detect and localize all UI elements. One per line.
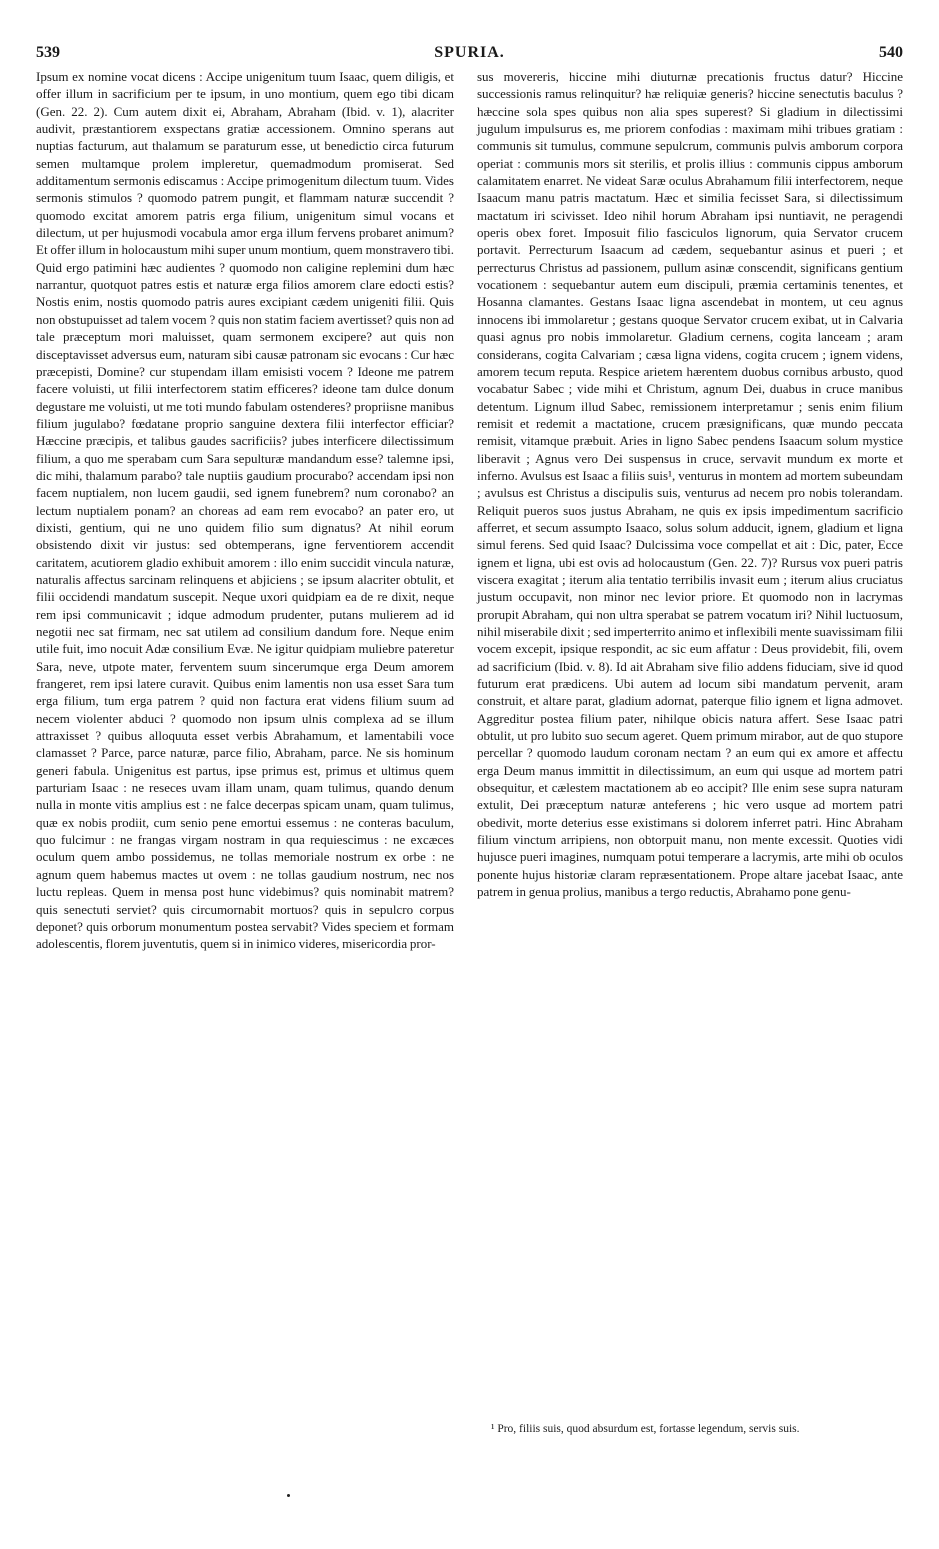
print-mark	[287, 1494, 290, 1497]
left-column	[36, 68, 454, 953]
page-number-left: 539	[36, 44, 60, 61]
right-column-text: sus movereris, hiccine mihi diuturnæ precationis fructus datur? Hiccine successionis ramus relinquitur? hæ reliquiæ generis? hiccine senectutis baculus ? hæccine sola spes quibus non alia spes superest? Si gladium in dilectissimi jugulum impulsurus es, me priorem confodias : maximam mihi tribues gratiam : communis sit tumulus, commune sepulcrum, communis pulvis amborum corpora operiat : communis mors sit sterilis, et prolis illius : communis cippus amborum calamitatem enarret. Ne videat Saræ oculus Abrahamum filii interfectorem, neque Isaacum manu patris mactatum. Hæc et similia fecisset Sara, si dilectissimum mactatum iri scivisset. Ideo nihil horum Abraham ipsi nuntiavit, ne peragendi operis obex foret. Imposuit filio fasciculos lignorum, quia Servator crucem portavit. Perrecturum Isaacum ad cædem, sequebantur asinus et pueri ; et perrecturus Christus ad passionem, pullum asinæ conscendit, significans gentium vocationem : sequebantur autem eum discipuli, præmia certaminis tenentes, et Hosanna clamantes. Gestans Isaac ligna ascendebat in montem, ut ceu agnus innocens ibi immolaretur ; gestans quoque Servator crucem exibat, ut in Calvaria quasi agnus pro nobis immolaretur. Gladium cernens, cogita lanceam ; aram considerans, cogita Calvariam ; cæsa ligna videns, cogita crucem ; ignem videns, amorem tecum reputa. Respice arietem hærentem duobus cornibus arbusto, quod vocabatur Sabec ; vide mihi et Christum, agnum Dei, duabus in cruce manibus detentum. Lignum illud Sabec, remissionem interpretamur ; senis enim filium remisit et redemit a mactatione, crucem præsignificans, quæ mundo peccata remisit, vitamque præbuit. Aries in ligno Sabec pendens Isaacum solum mystice liberavit ; Agnus vero Dei suspensus in cruce, servavit mundum ex morte et inferno. Avulsus est Isaac a filiis suis¹, venturus in montem ad mortem subeundam ; avulsus est Christus a discipulis suis, venturus ad necem pro nobis tolerandam. Reliquit pueros suos justus Abraham, ne quis ex ipsis impedimentum sacrificio afferret, et secum assumpto Isaaco, solus solum adducit, ignem, gladium et ligna simul ferens. Sed quid Isaac? Dulcissima voce compellat et ait : Dic, pater, Ecce ignem et ligna, ubi est ovis ad holocaustum (Gen. 22. 7)? Rursus vox pueri patris viscera exagitat ; iterum alia tentatio terribilis invasit eum ; iterum alius cruciatus justum occupavit, non minor nec levior priore. Et quomodo non in lacrymas prorupit Abraham, qui non ultra sperabat se patrem vocatum iri? Nihil luctuosum, nihil miserabile dixit ; sed imperterrito animo et inflexibili mente suavissimam filii vocem excepit, ipsique respondit, ac sic eum affatur : Deus providebit, fili, ovem ad sacrificium (Ibid. v. 8). Id ait Abraham sive filio addens fiduciam, sive id quod futurum erat prædicens. Ubi autem ad locum sibi mandatum pervenit, aram construit, et altare parat, gladium adornat, paterque filio ignem et ligna admovet. Aggreditur postea filium pater, nihilque obicis natura affert. Sese Isaac patri obtulit, ut pro lubito suo secum ageret. Quem primum mirabor, aut de quo stupore percellar ? quomodo laudum coronam nectam ? an eum qui ex amore et affectu erga Deum manus immittit in dilectissimum, an eum qui usque ad mortem patri obsequitur, et cælestem mactationem ab eo accipit? Ille enim sese supra naturam extulit, Dei præceptum naturæ anteferens ; hic vero usque ad mortem patri obedivit, morte deterius esse existimans si dolorem inferret patri. Hinc Abraham filium vinctum arripiens, non obtorpuit manu, non mente excessit. Quoties vidi hujusce pueri imagines, numquam potui temperare a lacrymis, arte mihi ob oculos ponente hujus historiæ claram repræsentationem. Prope altare jacebat Isaac, ante patrem in genua prolius, manibus a tergo reductis, Abrahamo pone genu-	[477, 69, 903, 900]
left-column-text: Ipsum ex nomine vocat dicens : Accipe unigenitum tuum Isaac, quem diligis, et offer illum in sacrificium per te ipsum, in uno montium, quem ego tibi dicam (Gen. 22. 2). Cum autem dixit ei, Abraham, Abraham (Ibid. v. 1), alacriter audivit, præstantiorem exspectans gratiæ accessionem. Omnino sperans aut nuptias facturum, aut thalamum se paraturum esse, ut benedictio circa futurum semen multamque prolem impleretur, quemadmodum promiserat. Sed additamentum sermonis ediscamus : Accipe primogenitum dilectum tuum. Vides sermonis stimulos ? quomodo patrem pungit, et flammam naturæ succendit ? quomodo excitat amorem patris erga filium, unigenitum simul vocans et dilectum, ut per hujusmodi vocabula amor erga illum fervens probaret animum? Et offer illum in holocaustum mihi super unum montium, quem monstravero tibi. Quid ergo patimini hæc audientes ? quomodo non caligine replemini dum hæc narrantur, quotquot patres estis et naturæ erga filios amorem clare edocti estis? Nostis enim, nostis quomodo patris aures excipiant cædem unigeniti filii. Quis non obstupuisset ad talem vocem ? quis non statim faciem avertisset? quis non ad tale præceptum mori maluisset, quam sermonem excipere? aut quis non disceptavisset adversus eum, naturam sibi causæ patronam sic evocans : Cur hæc præcepisti, Domine? cur stupendam illam emisisti vocem ? Ideone me patrem facere voluisti, ut filii interfectorem statim efficeres? ideone tam dulce donum degustare me voluisti, ut me toti mundo fabulam ostenderes? propriisne manibus filium jugulabo? fœdatane proprio sanguine dextera filii interfector efficiar? Hæccine præcipis, et talibus gaudes sacrificiis? jubes interficere dilectissimum filium, a quo me sperabam cum Sara sepulturæ mandandum esse? talemne ipsi, dic mihi, thalamum parabo? tale nuptiis gaudium procurabo? accendam ipsi non facem nuptialem, non lucem gaudii, sed ignem funebrem? num coronabo? an lectum nuptialem ponam? an choreas ad eam rem evocabo? an pater ero, ut dixisti, gentium, qui ne uno quidem filio sum dignatus? At nihil eorum obsistendo dixit vir justus: sed obtemperans, igne ferventiorem accendit caritatem, acutiorem gladio exhibuit amorem : illo enim succidit vincula naturæ, naturalis affectus sarcinam relinquens et abjiciens ; se ipsum alacriter obtulit, et filii occidendi mandatum suscepit. Neque uxori quidpiam ea de re dixit, neque rem ipsi communicavit ; idque admodum prudenter, putans mulierem ad id negotii nec sat firmam, nec sat utilem ad consilium dandum fore. Neque enim utile fuit, imo nocuit Adæ consilium Evæ. Ne igitur quidpiam muliebre pateretur Sara, neve, utpote mater, ferventem suum sincerumque erga Deum amorem frangeret, rem ipsi latere curavit. Quibus enim lamentis non usa esset Sara tum erga filium, tum erga patrem ? quid non factura erat videns filium suum ad necem violenter abduci ? quomodo non ipsum ulnis complexa ad se illum attraxisset ? quibus alloquuta esset verbis Abrahamum, et lamentabili voce clamasset ? Parce, parce naturæ, parce filio, Abraham, parce. Ne sis hominum generi fabula. Unigenitus est partus, ipse primus est, primus et ultimus quem parturiam Isaac : ne reseces uvam illam unam, quam tulimus, quando denum nulla in monte vitis amplius est : ne falce decerpas spicam unam, quam tulimus, quæ ex nobis prodiit, cum senio pene emortui essemus : ne conteras baculum, quo fulcimur : ne frangas virgam nostram in qua requiescimus : ne excæces oculum quem ambo possidemus, ne tollas memoriale nostrum ex orbe : ne agnum quem habemus mactes ut ovem : ne tollas gaudium nostrum, nec nos luctu repleas. Quem in mensa post hunc videbimus? quis nominabit matrem? quis senectuti serviet? quis circumornabit mortuos? quis in sepulcro corpus deponet? quis orborum monumentum postea servabit? Vides speciem et formam adolescentis, florem juventutis, quem si in inimico videres, misericordia pror-	[36, 69, 454, 952]
running-title: SPURIA.	[434, 44, 505, 61]
footnote	[477, 1422, 903, 1437]
footnote-text: ¹ Pro, filiis suis, quod absurdum est, fortasse legendum, servis suis.	[491, 1423, 800, 1435]
right-column	[477, 68, 903, 901]
page-number-right: 540	[879, 44, 903, 61]
page-header	[36, 40, 903, 66]
